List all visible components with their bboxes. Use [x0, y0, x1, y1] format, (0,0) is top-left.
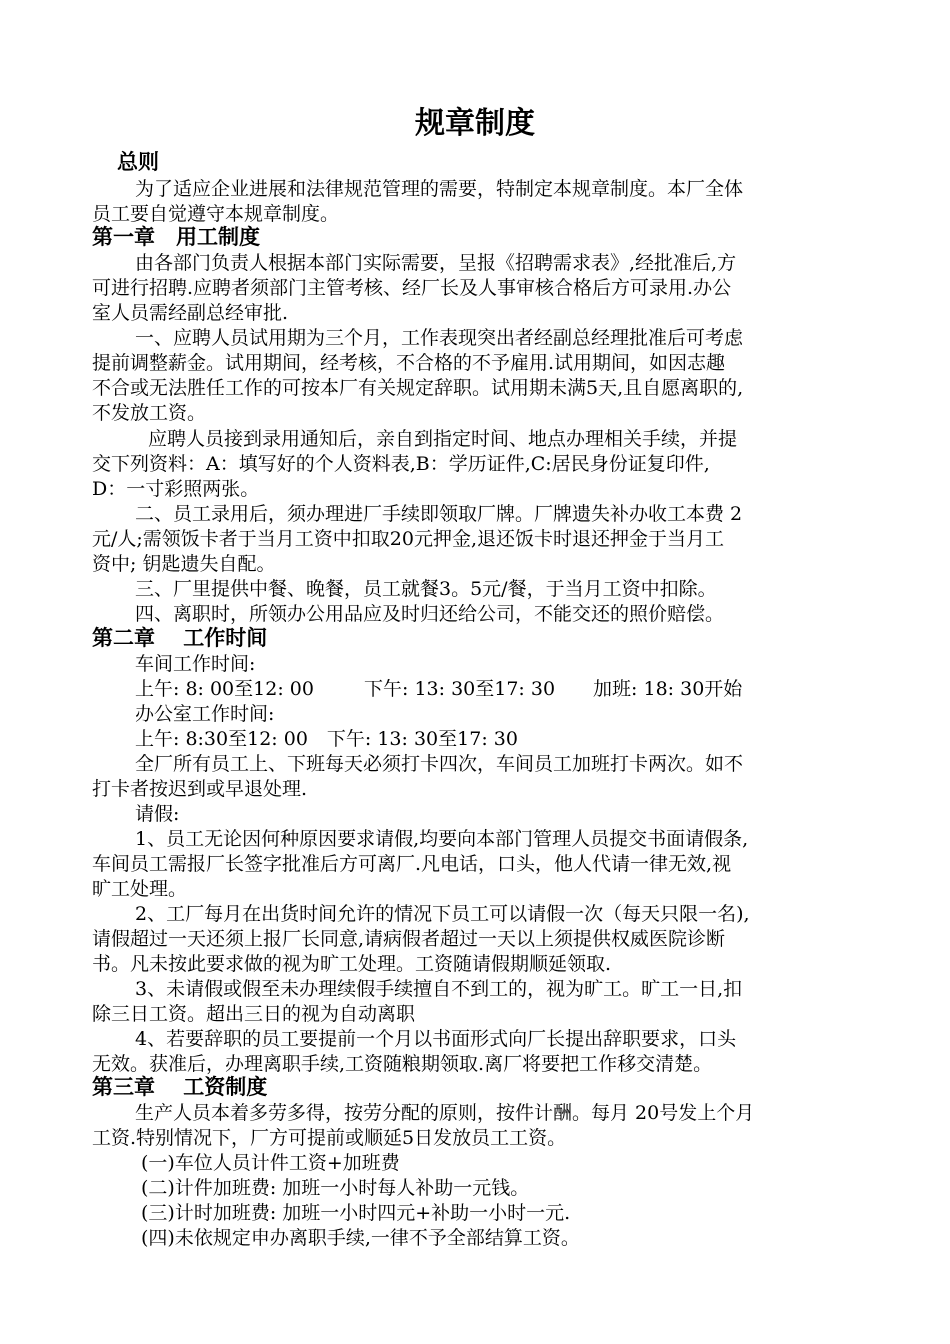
paragraph-line: 全厂所有员工上、下班每天必须打卡四次，车间员工加班打卡两次。如不 — [135, 753, 744, 775]
paragraph-line: (一)车位人员计件工资+加班费 — [141, 1152, 400, 1174]
paragraph-line: (三)计时加班费: 加班一小时四元+补助一小时一元. — [141, 1202, 571, 1224]
paragraph-line: 三、厂里提供中餐、晚餐，员工就餐3。5元/餐，于当月工资中扣除。 — [135, 578, 717, 600]
paragraph-line: 应聘人员接到录用通知后，亲自到指定时间、地点办理相关手续，并提 — [148, 428, 738, 450]
paragraph-line: 提前调整薪金。试用期间，经考核，不合格的不予雇用.试用期间，如因志趣 — [92, 352, 726, 374]
paragraph-line: 车间工作时间: — [135, 653, 256, 675]
paragraph-line: 除三日工资。超出三日的视为自动离职 — [92, 1003, 416, 1025]
paragraph-line: 为了适应企业进展和法律规范管理的需要，特制定本规章制度。本厂全体 — [135, 178, 744, 200]
paragraph-line: 生产人员本着多劳多得，按劳分配的原则，按件计酬。每月 20号发上个月 — [135, 1102, 755, 1124]
paragraph-line: 3、未请假或假至未办理续假手续擅自不到工的，视为旷工。旷工一日,扣 — [135, 978, 743, 1000]
paragraph-line: 工资.特别情况下，厂方可提前或顺延5日发放员工工资。 — [92, 1127, 567, 1149]
paragraph-line: 旷工处理。 — [92, 878, 188, 900]
paragraph-line: D：一寸彩照两张。 — [92, 478, 260, 500]
paragraph-line: 上午: 8:30至12: 00 下午: 13: 30至17: 30 — [135, 728, 518, 750]
paragraph-line: 1、员工无论因何种原因要求请假,均要向本部门管理人员提交书面请假条, — [135, 828, 749, 850]
section-heading: 总则 — [117, 150, 159, 174]
paragraph-line: 办公室工作时间: — [135, 703, 275, 725]
paragraph-line: 上午: 8: 00至12: 00 下午: 13: 30至17: 30 加班: 18: 30开始 — [135, 678, 743, 700]
section-heading: 第二章 工作时间 — [92, 626, 268, 650]
paragraph-line: 可进行招聘.应聘者须部门主管考核、经厂长及人事审核合格后方可录用.办公 — [92, 277, 732, 299]
paragraph-line: 2、工厂每月在出货时间允许的情况下员工可以请假一次（每天只限一名), — [135, 903, 750, 925]
section-heading: 第一章 用工制度 — [92, 225, 260, 249]
paragraph-line: 车间员工需报厂长签字批准后方可离厂.凡电话，口头，他人代请一律无效,视 — [92, 853, 732, 875]
paragraph-line: 不发放工资。 — [92, 402, 207, 424]
paragraph-line: 打卡者按迟到或早退处理. — [92, 778, 308, 800]
paragraph-line: 无效。获准后，办理离职手续,工资随粮期领取.离厂将要把工作移交清楚。 — [92, 1053, 713, 1075]
paragraph-line: 书。凡未按此要求做的视为旷工处理。工资随请假期顺延领取. — [92, 953, 612, 975]
paragraph-line: 二、员工录用后，须办理进厂手续即领取厂牌。厂牌遗失补办收工本费 2 — [135, 503, 743, 525]
paragraph-line: 室人员需经副总经审批. — [92, 302, 289, 324]
paragraph-line: 员工要自觉遵守本规章制度。 — [92, 203, 340, 225]
paragraph-line: 资中; 钥匙遗失自配。 — [92, 553, 276, 575]
document-title: 规章制度 — [415, 106, 535, 141]
paragraph-line: 请假超过一天还须上报厂长同意,请病假者超过一天以上须提供权威医院诊断 — [92, 928, 726, 950]
paragraph-line: 请假: — [135, 803, 180, 825]
paragraph-line: 4、若要辞职的员工要提前一个月以书面形式向厂长提出辞职要求，口头 — [135, 1028, 737, 1050]
paragraph-line: 四、离职时，所领办公用品应及时归还给公司，不能交还的照价赔偿。 — [135, 603, 725, 625]
paragraph-line: 交下列资料：A：填写好的个人资料表,B：学历证件,C:居民身份证复印件, — [92, 453, 710, 475]
paragraph-line: (二)计件加班费: 加班一小时每人补助一元钱。 — [141, 1177, 530, 1199]
section-heading: 第三章 工资制度 — [92, 1075, 268, 1099]
paragraph-line: 由各部门负责人根据本部门实际需要，呈报《招聘需求表》,经批准后,方 — [135, 252, 737, 274]
paragraph-line: 不合或无法胜任工作的可按本厂有关规定辞职。试用期未满5天,且自愿离职的, — [92, 377, 744, 399]
paragraph-line: 元/人;需领饭卡者于当月工资中扣取20元押金,退还饭卡时退还押金于当月工 — [92, 528, 725, 550]
paragraph-line: 一、应聘人员试用期为三个月，工作表现突出者经副总经理批准后可考虑 — [135, 327, 744, 349]
paragraph-line: (四)未依规定申办离职手续,一律不予全部结算工资。 — [141, 1227, 580, 1249]
